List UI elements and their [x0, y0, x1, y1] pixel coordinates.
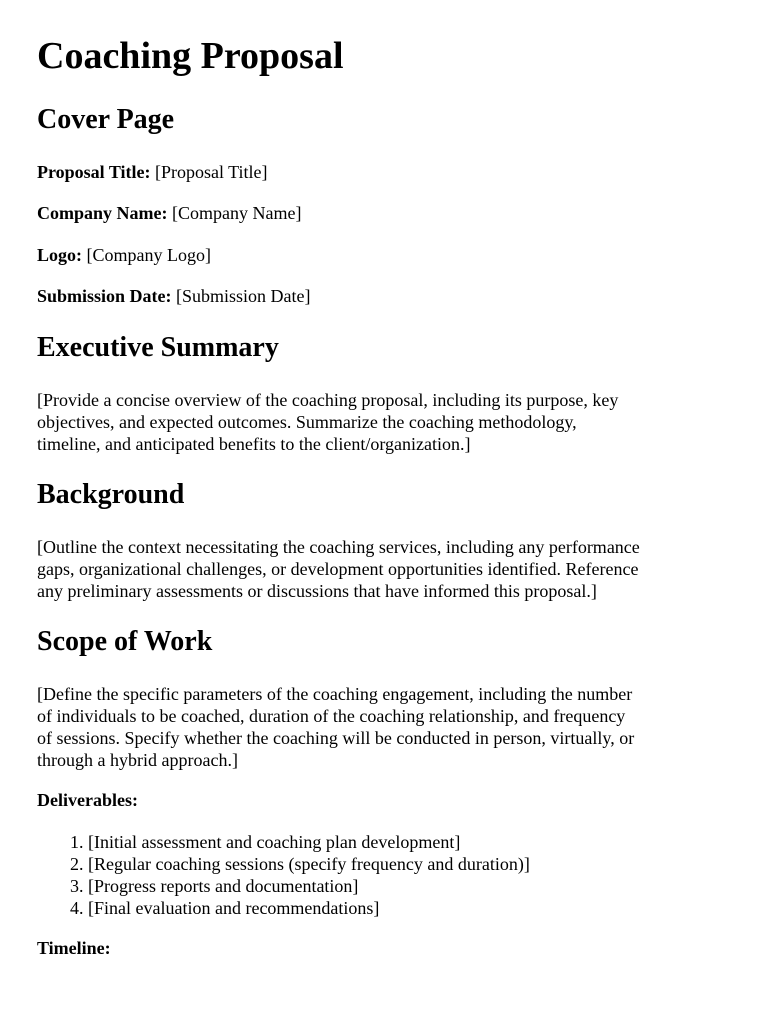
- timeline-label: Timeline:: [37, 938, 111, 958]
- company-name-field: [37, 202, 301, 224]
- field-value: [Company Logo]: [86, 245, 211, 265]
- paragraph-line: through a hybrid approach.]: [37, 750, 238, 770]
- paragraph-line: gaps, organizational challenges, or development opportunities identified. Reference: [37, 559, 639, 579]
- scope-of-work-heading: Scope of Work: [37, 626, 213, 657]
- paragraph-line: of sessions. Specify whether the coaching will be conducted in person, virtually, or: [37, 728, 635, 748]
- paragraph-line: of individuals to be coached, duration of the coaching relationship, and frequency: [37, 706, 626, 726]
- field-value: [Company Name]: [172, 203, 302, 223]
- field-label: Proposal Title:: [37, 162, 151, 182]
- deliverables-label: Deliverables:: [37, 790, 138, 810]
- proposal-title-field: [37, 161, 268, 183]
- scope-of-work-paragraph: [37, 683, 737, 771]
- paragraph-line: timeline, and anticipated benefits to the client/organization.]: [37, 434, 471, 454]
- document-title: Coaching Proposal: [37, 35, 344, 77]
- paragraph-line: [Outline the context necessitating the coaching services, including any performance: [37, 537, 640, 557]
- paragraph-line: [Define the specific parameters of the coaching engagement, including the number: [37, 684, 633, 704]
- cover-page-heading: Cover Page: [37, 104, 175, 135]
- field-value: [Proposal Title]: [155, 162, 268, 182]
- paragraph-line: any preliminary assessments or discussions that have informed this proposal.]: [37, 581, 597, 601]
- field-value: [Submission Date]: [176, 286, 311, 306]
- submission-date-field: [37, 285, 311, 307]
- field-label: Submission Date:: [37, 286, 172, 306]
- executive-summary-paragraph: [37, 389, 737, 455]
- background-paragraph: [37, 536, 737, 602]
- list-item: 1. [Initial assessment and coaching plan development]: [88, 831, 738, 853]
- background-heading: Background: [37, 479, 185, 510]
- deliverables-list: [37, 831, 738, 919]
- list-item: 2. [Regular coaching sessions (specify frequency and duration)]: [88, 853, 738, 875]
- list-item: 3. [Progress reports and documentation]: [88, 875, 738, 897]
- field-label: Company Name:: [37, 203, 168, 223]
- paragraph-line: [Provide a concise overview of the coaching proposal, including its purpose, key: [37, 390, 619, 410]
- paragraph-line: objectives, and expected outcomes. Summarize the coaching methodology,: [37, 412, 577, 432]
- field-label: Logo:: [37, 245, 82, 265]
- logo-field: [37, 244, 211, 266]
- executive-summary-heading: Executive Summary: [37, 332, 279, 363]
- list-item: 4. [Final evaluation and recommendations]: [88, 897, 738, 919]
